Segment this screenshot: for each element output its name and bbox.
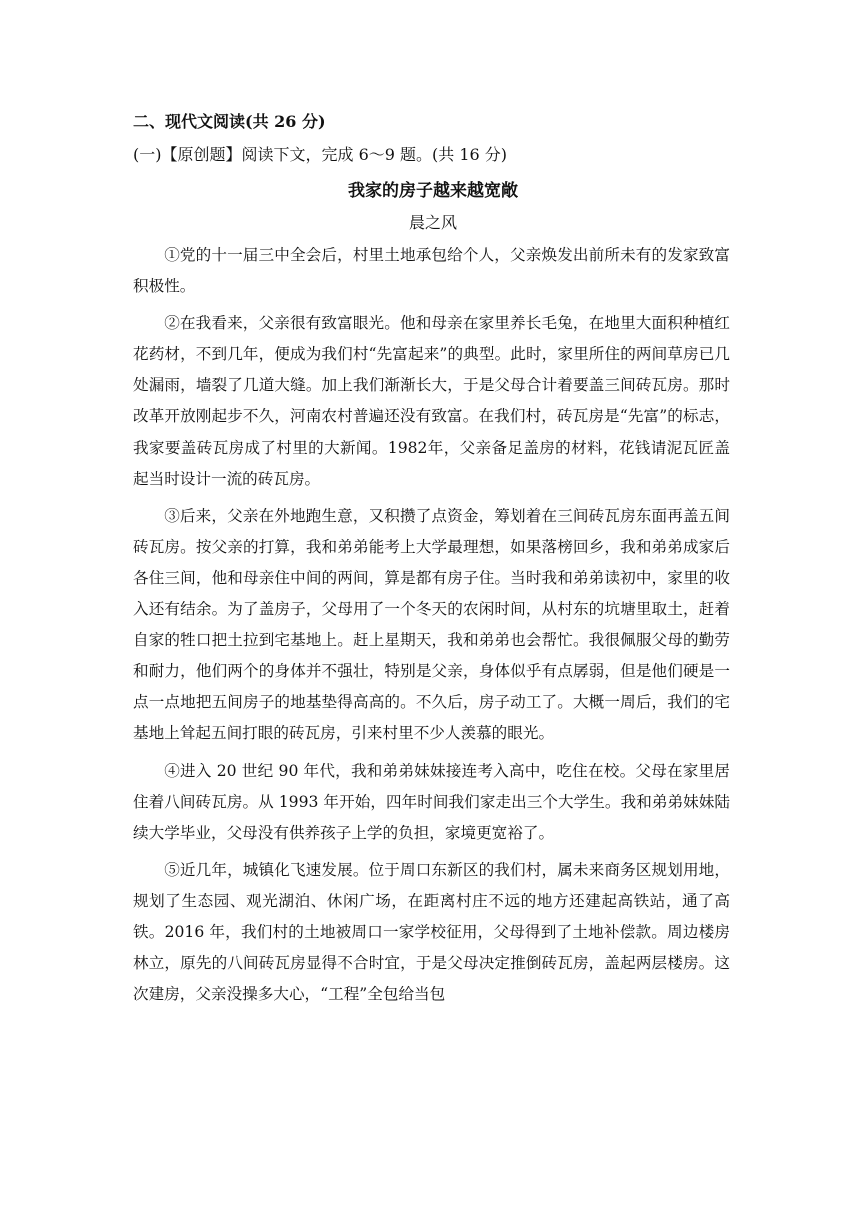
paragraph-1: ①党的十一届三中全会后，村里土地承包给个人，父亲焕发出前所未有的发家致富积极性。 [133,246,730,296]
paragraph-4: ④进入 20 世纪 90 年代，我和弟弟妹妹接连考入高中，吃住在校。父母在家里居住着八间砖瓦房。从 1993 年开始，四年时间我们家走出三个大学生。我和弟弟妹妹陆续大学毕业，父母没有供养孩子上学的负担，家境更宽裕了。 [133,761,730,842]
article-author: 晨之风 [408,213,457,232]
section-heading: 二、现代文阅读(共 26 分) [133,112,326,131]
article-title: 我家的房子越来越宽敞 [348,181,518,201]
article-body [133,240,730,1016]
paragraph-5: ⑤近几年，城镇化飞速发展。位于周口东新区的我们村，属未来商务区规划用地，规划了生态园、观光湖泊、休闲广场，在距离村庄不远的地方还建起高铁站，通了高铁。2016 年，我们村的土地被周口一家学校征用，父母得到了土地补偿款。周边楼房林立，原先的八间砖瓦房显得不合时宜，于是父母决定推倒砖瓦房，盖起两层楼房。这次建房，父亲没操多大心，“工程”全包给当包 [133,860,730,1004]
paragraph-3: ③后来，父亲在外地跑生意，又积攒了点资金，筹划着在三间砖瓦房东面再盖五间砖瓦房。按父亲的打算，我和弟弟能考上大学最理想，如果落榜回乡，我和弟弟成家后各住三间，他和母亲住中间的两间，算是都有房子住。当时我和弟弟读初中，家里的收入还有结余。为了盖房子，父母用了一个冬天的农闲时间，从村东的坑塘里取土，赶着自家的牲口把土拉到宅基地上。赶上星期天，我和弟弟也会帮忙。我很佩服父母的勤劳和耐力，他们两个的身体并不强壮，特别是父亲，身体似乎有点孱弱，但是他们硬是一点一点地把五间房子的地基垫得高高的。不久后，房子动工了。大概一周后，我们的宅基地上耸起五间打眼的砖瓦房，引来村里不少人羡慕的眼光。 [133,506,730,743]
paragraph-2: ②在我看来，父亲很有致富眼光。他和母亲在家里养长毛兔，在地里大面积种植红花药材，不到几年，便成为我们村“先富起来”的典型。此时，家里所住的两间草房已几处漏雨，墙裂了几道大缝。加上我们渐渐长大，于是父母合计着要盖三间砖瓦房。那时改革开放刚起步不久，河南农村普遍还没有致富。在我们村，砖瓦房是“先富”的标志，我家要盖砖瓦房成了村里的大新闻。1982年，父亲备足盖房的材料，花钱请泥瓦匠盖起当时设计一流的砖瓦房。 [133,314,730,488]
subsection-heading: (一)【原创题】阅读下文，完成 6～9 题。(共 16 分) [133,145,508,164]
